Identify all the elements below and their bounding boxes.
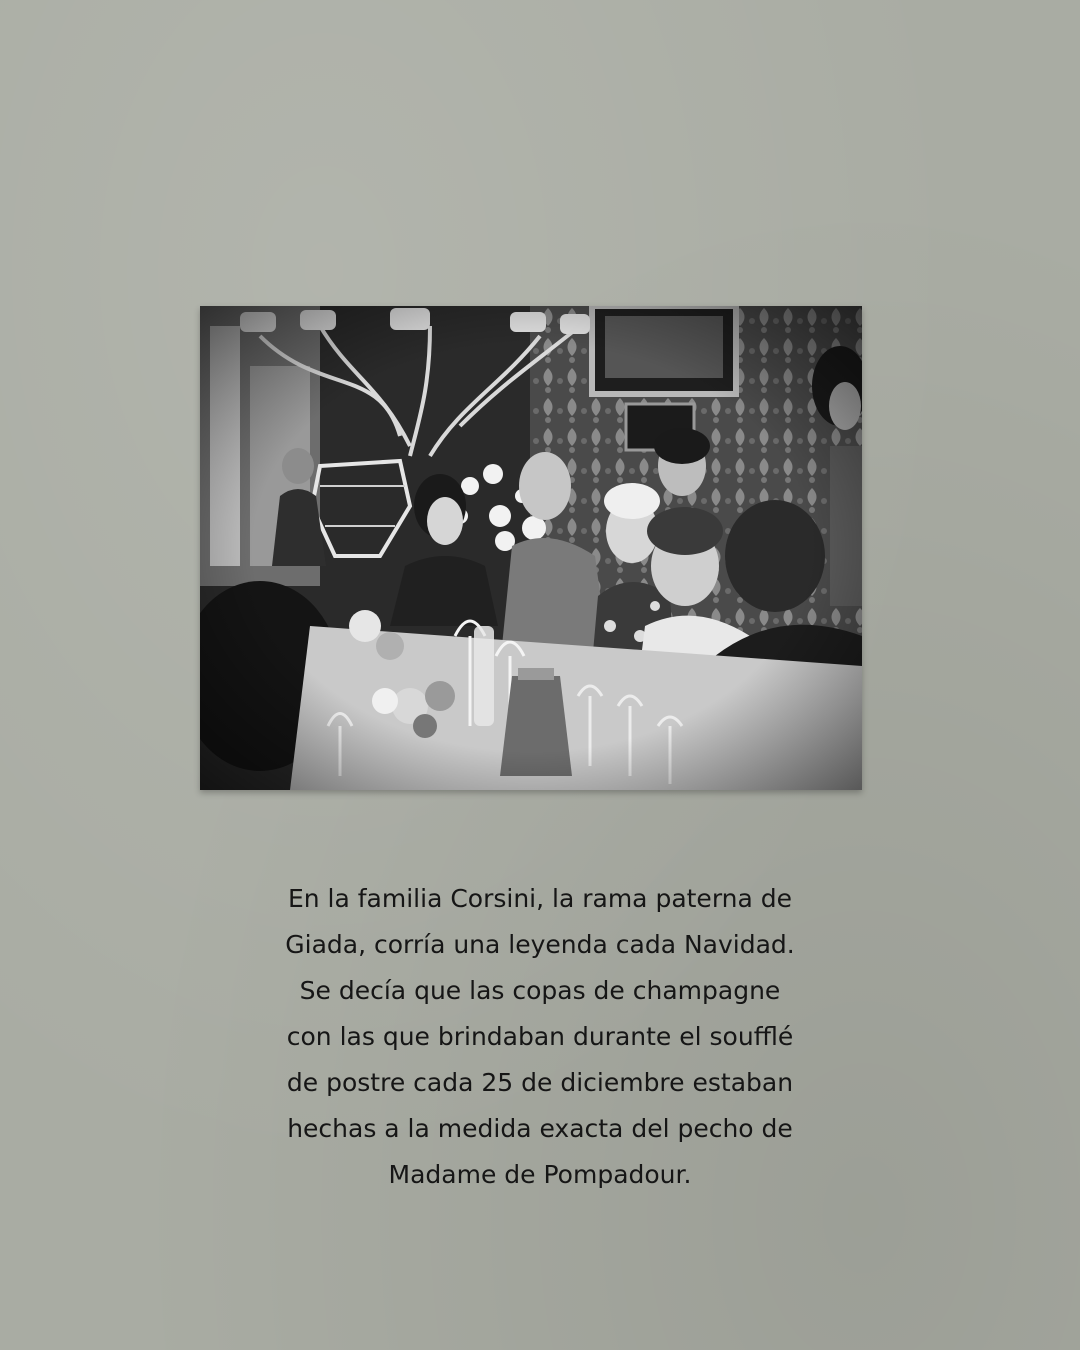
caption-line: Giada, corría una leyenda cada Navidad.: [285, 930, 795, 959]
caption-line: con las que brindaban durante el soufflé: [286, 1022, 794, 1051]
caption-line: Madame de Pompadour.: [388, 1160, 692, 1189]
photo-illustration: [200, 306, 862, 790]
vintage-family-dinner-photo: [200, 306, 862, 790]
caption-line: de postre cada 25 de diciembre estaban: [286, 1068, 794, 1097]
caption-line: Se decía que las copas de champagne: [299, 976, 781, 1005]
story-caption: [200, 876, 880, 1198]
caption-line: hechas a la medida exacta del pecho de: [287, 1114, 793, 1143]
caption-line: En la familia Corsini, la rama paterna de: [287, 884, 793, 913]
